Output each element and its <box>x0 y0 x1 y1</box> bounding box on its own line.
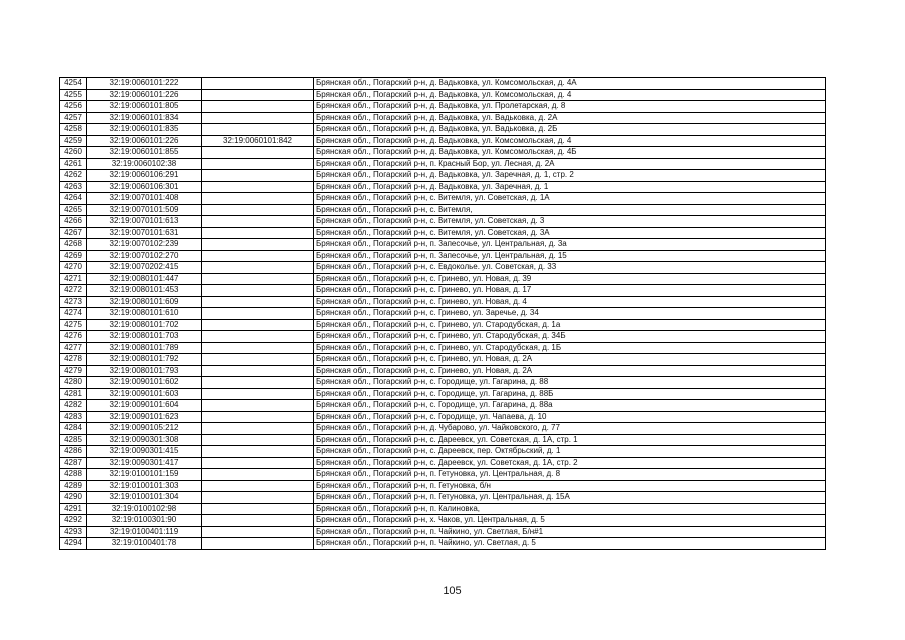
table-row <box>60 308 826 320</box>
cadastral-number-cell: 32:19:0070102:239 <box>87 239 202 251</box>
previous-cadastral-number-cell <box>202 78 314 90</box>
previous-cadastral-number-cell <box>202 354 314 366</box>
table-row <box>60 285 826 297</box>
table-row <box>60 147 826 159</box>
row-number-cell: 4289 <box>60 480 87 492</box>
cadastral-number-cell: 32:19:0060101:226 <box>87 89 202 101</box>
previous-cadastral-number-cell <box>202 469 314 481</box>
address-cell: Брянская обл., Погарский р-н, с. Витемля, ул. Советская, д. 1А <box>314 193 826 205</box>
cadastral-number-cell: 32:19:0060101:834 <box>87 112 202 124</box>
table-row <box>60 204 826 216</box>
table-row <box>60 101 826 113</box>
address-cell: Брянская обл., Погарский р-н, с. Городище, ул. Гагарина, д. 88Б <box>314 388 826 400</box>
previous-cadastral-number-cell <box>202 158 314 170</box>
previous-cadastral-number-cell <box>202 308 314 320</box>
previous-cadastral-number-cell <box>202 457 314 469</box>
row-number-cell: 4274 <box>60 308 87 320</box>
address-cell: Брянская обл., Погарский р-н, д. Чубарово, ул. Чайковского, д. 77 <box>314 423 826 435</box>
cadastral-number-cell: 32:19:0080101:702 <box>87 319 202 331</box>
cadastral-number-cell: 32:19:0080101:793 <box>87 365 202 377</box>
previous-cadastral-number-cell <box>202 388 314 400</box>
row-number-cell: 4256 <box>60 101 87 113</box>
cadastral-number-cell: 32:19:0080101:703 <box>87 331 202 343</box>
row-number-cell: 4276 <box>60 331 87 343</box>
cadastral-number-cell: 32:19:0070202:415 <box>87 262 202 274</box>
table-row <box>60 423 826 435</box>
table-row <box>60 170 826 182</box>
address-cell: Брянская обл., Погарский р-н, д. Вадьковка, ул. Вадьковка, д. 2Б <box>314 124 826 136</box>
previous-cadastral-number-cell <box>202 170 314 182</box>
previous-cadastral-number-cell <box>202 538 314 550</box>
previous-cadastral-number-cell: 32:19:0060101:842 <box>202 135 314 147</box>
cadastral-number-cell: 32:19:0070102:270 <box>87 250 202 262</box>
table-row <box>60 492 826 504</box>
previous-cadastral-number-cell <box>202 124 314 136</box>
row-number-cell: 4284 <box>60 423 87 435</box>
cadastral-number-cell: 32:19:0060101:835 <box>87 124 202 136</box>
table-row <box>60 446 826 458</box>
cadastral-number-cell: 32:19:0090301:415 <box>87 446 202 458</box>
row-number-cell: 4277 <box>60 342 87 354</box>
address-cell: Брянская обл., Погарский р-н, д. Вадьковка, ул. Заречная, д. 1, стр. 2 <box>314 170 826 182</box>
row-number-cell: 4287 <box>60 457 87 469</box>
cadastral-number-cell: 32:19:0080101:789 <box>87 342 202 354</box>
table-row <box>60 503 826 515</box>
table-row <box>60 135 826 147</box>
table-row <box>60 469 826 481</box>
previous-cadastral-number-cell <box>202 147 314 159</box>
row-number-cell: 4294 <box>60 538 87 550</box>
previous-cadastral-number-cell <box>202 89 314 101</box>
address-cell: Брянская обл., Погарский р-н, п. Калиновка, <box>314 503 826 515</box>
row-number-cell: 4259 <box>60 135 87 147</box>
cadastral-number-cell: 32:19:0080101:792 <box>87 354 202 366</box>
previous-cadastral-number-cell <box>202 262 314 274</box>
previous-cadastral-number-cell <box>202 285 314 297</box>
address-cell: Брянская обл., Погарский р-н, с. Гринево, ул. Новая, д. 2А <box>314 365 826 377</box>
row-number-cell: 4293 <box>60 526 87 538</box>
row-number-cell: 4264 <box>60 193 87 205</box>
previous-cadastral-number-cell <box>202 239 314 251</box>
table-row <box>60 158 826 170</box>
address-cell: Брянская обл., Погарский р-н, с. Витемля, ул. Советская, д. 3А <box>314 227 826 239</box>
address-cell: Брянская обл., Погарский р-н, п. Чайкино, ул. Светлая, Б/н#1 <box>314 526 826 538</box>
address-cell: Брянская обл., Погарский р-н, с. Дареевск, пер. Октябрьский, д. 1 <box>314 446 826 458</box>
table-row <box>60 411 826 423</box>
cadastral-number-cell: 32:19:0080101:610 <box>87 308 202 320</box>
previous-cadastral-number-cell <box>202 227 314 239</box>
cadastral-number-cell: 32:19:0070101:509 <box>87 204 202 216</box>
cadastral-number-cell: 32:19:0070101:408 <box>87 193 202 205</box>
address-cell: Брянская обл., Погарский р-н, с. Дареевск, ул. Советская, д. 1А, стр. 2 <box>314 457 826 469</box>
address-cell: Брянская обл., Погарский р-н, с. Витемля, <box>314 204 826 216</box>
previous-cadastral-number-cell <box>202 342 314 354</box>
row-number-cell: 4285 <box>60 434 87 446</box>
cadastral-number-cell: 32:19:0060102:38 <box>87 158 202 170</box>
row-number-cell: 4254 <box>60 78 87 90</box>
row-number-cell: 4258 <box>60 124 87 136</box>
address-cell: Брянская обл., Погарский р-н, д. Вадьковка, ул. Пролетарская, д. 8 <box>314 101 826 113</box>
previous-cadastral-number-cell <box>202 411 314 423</box>
row-number-cell: 4290 <box>60 492 87 504</box>
address-cell: Брянская обл., Погарский р-н, х. Чаков, ул. Центральная, д. 5 <box>314 515 826 527</box>
row-number-cell: 4280 <box>60 377 87 389</box>
cadastral-number-cell: 32:19:0100101:303 <box>87 480 202 492</box>
previous-cadastral-number-cell <box>202 503 314 515</box>
address-cell: Брянская обл., Погарский р-н, с. Гринево, ул. Новая, д. 4 <box>314 296 826 308</box>
address-cell: Брянская обл., Погарский р-н, с. Дареевск, ул. Советская, д. 1А, стр. 1 <box>314 434 826 446</box>
previous-cadastral-number-cell <box>202 296 314 308</box>
cadastral-number-cell: 32:19:0090301:308 <box>87 434 202 446</box>
previous-cadastral-number-cell <box>202 526 314 538</box>
cadastral-number-cell: 32:19:0090101:603 <box>87 388 202 400</box>
address-cell: Брянская обл., Погарский р-н, п. Чайкино, ул. Светлая, д. 5 <box>314 538 826 550</box>
address-cell: Брянская обл., Погарский р-н, д. Вадьковка, ул. Комсомольская, д. 4Б <box>314 147 826 159</box>
table-row <box>60 400 826 412</box>
previous-cadastral-number-cell <box>202 446 314 458</box>
table-row <box>60 216 826 228</box>
row-number-cell: 4263 <box>60 181 87 193</box>
address-cell: Брянская обл., Погарский р-н, п. Запесочье, ул. Центральная, д. 15 <box>314 250 826 262</box>
table-row <box>60 331 826 343</box>
table-row <box>60 193 826 205</box>
address-cell: Брянская обл., Погарский р-н, с. Гринево, ул. Стародубская, д. 1а <box>314 319 826 331</box>
address-cell: Брянская обл., Погарский р-н, с. Гринево, ул. Новая, д. 17 <box>314 285 826 297</box>
previous-cadastral-number-cell <box>202 331 314 343</box>
table-row <box>60 89 826 101</box>
table-row <box>60 457 826 469</box>
address-cell: Брянская обл., Погарский р-н, с. Городище, ул. Гагарина, д. 88а <box>314 400 826 412</box>
table-row <box>60 515 826 527</box>
row-number-cell: 4281 <box>60 388 87 400</box>
cadastral-number-cell: 32:19:0090101:604 <box>87 400 202 412</box>
registry-table <box>59 77 826 550</box>
previous-cadastral-number-cell <box>202 250 314 262</box>
page-number: 105 <box>443 585 462 597</box>
table-row <box>60 227 826 239</box>
previous-cadastral-number-cell <box>202 181 314 193</box>
table-row <box>60 112 826 124</box>
table-row <box>60 526 826 538</box>
row-number-cell: 4260 <box>60 147 87 159</box>
address-cell: Брянская обл., Погарский р-н, п. Запесочье, ул. Центральная, д. 3а <box>314 239 826 251</box>
cadastral-number-cell: 32:19:0070101:613 <box>87 216 202 228</box>
table-row <box>60 273 826 285</box>
table-row <box>60 250 826 262</box>
row-number-cell: 4257 <box>60 112 87 124</box>
table-row <box>60 319 826 331</box>
cadastral-number-cell: 32:19:0100101:304 <box>87 492 202 504</box>
cadastral-number-cell: 32:19:0080101:453 <box>87 285 202 297</box>
address-cell: Брянская обл., Погарский р-н, д. Вадьковка, ул. Комсомольская, д. 4 <box>314 89 826 101</box>
row-number-cell: 4282 <box>60 400 87 412</box>
cadastral-number-cell: 32:19:0060101:222 <box>87 78 202 90</box>
previous-cadastral-number-cell <box>202 423 314 435</box>
previous-cadastral-number-cell <box>202 319 314 331</box>
cadastral-number-cell: 32:19:0060106:301 <box>87 181 202 193</box>
cadastral-number-cell: 32:19:0070101:631 <box>87 227 202 239</box>
cadastral-number-cell: 32:19:0090101:602 <box>87 377 202 389</box>
previous-cadastral-number-cell <box>202 204 314 216</box>
table-row <box>60 434 826 446</box>
address-cell: Брянская обл., Погарский р-н, д. Вадьковка, ул. Комсомольская, д. 4 <box>314 135 826 147</box>
row-number-cell: 4270 <box>60 262 87 274</box>
address-cell: Брянская обл., Погарский р-н, д. Вадьковка, ул. Вадьковка, д. 2А <box>314 112 826 124</box>
previous-cadastral-number-cell <box>202 434 314 446</box>
previous-cadastral-number-cell <box>202 480 314 492</box>
address-cell: Брянская обл., Погарский р-н, д. Вадьковка, ул. Комсомольская, д. 4А <box>314 78 826 90</box>
table-row <box>60 377 826 389</box>
cadastral-number-cell: 32:19:0090301:417 <box>87 457 202 469</box>
previous-cadastral-number-cell <box>202 101 314 113</box>
cadastral-number-cell: 32:19:0100102:98 <box>87 503 202 515</box>
previous-cadastral-number-cell <box>202 193 314 205</box>
row-number-cell: 4292 <box>60 515 87 527</box>
table-row <box>60 388 826 400</box>
address-cell: Брянская обл., Погарский р-н, с. Гринево, ул. Стародубская, д. 1Б <box>314 342 826 354</box>
row-number-cell: 4291 <box>60 503 87 515</box>
cadastral-number-cell: 32:19:0060101:805 <box>87 101 202 113</box>
row-number-cell: 4286 <box>60 446 87 458</box>
previous-cadastral-number-cell <box>202 216 314 228</box>
address-cell: Брянская обл., Погарский р-н, с. Евдокольe. ул. Советская, д. 33 <box>314 262 826 274</box>
address-cell: Брянская обл., Погарский р-н, п. Гетуновка, б/н <box>314 480 826 492</box>
address-cell: Брянская обл., Погарский р-н, с. Городище, ул. Чапаева, д. 10 <box>314 411 826 423</box>
address-cell: Брянская обл., Погарский р-н, с. Гринево, ул. Новая, д. 2А <box>314 354 826 366</box>
cadastral-number-cell: 32:19:0100401:78 <box>87 538 202 550</box>
cadastral-number-cell: 32:19:0100401:119 <box>87 526 202 538</box>
table-row <box>60 239 826 251</box>
table-row <box>60 365 826 377</box>
cadastral-number-cell: 32:19:0100101:159 <box>87 469 202 481</box>
registry-table-body <box>60 78 826 550</box>
address-cell: Брянская обл., Погарский р-н, п. Гетуновка, ул. Центральная, д. 15А <box>314 492 826 504</box>
row-number-cell: 4271 <box>60 273 87 285</box>
row-number-cell: 4269 <box>60 250 87 262</box>
row-number-cell: 4275 <box>60 319 87 331</box>
table-row <box>60 124 826 136</box>
row-number-cell: 4273 <box>60 296 87 308</box>
address-cell: Брянская обл., Погарский р-н, с. Гринево, ул. Новая, д. 39 <box>314 273 826 285</box>
cadastral-number-cell: 32:19:0060101:855 <box>87 147 202 159</box>
previous-cadastral-number-cell <box>202 377 314 389</box>
cadastral-number-cell: 32:19:0090105:212 <box>87 423 202 435</box>
cadastral-number-cell: 32:19:0090101:623 <box>87 411 202 423</box>
table-row <box>60 342 826 354</box>
cadastral-number-cell: 32:19:0080101:609 <box>87 296 202 308</box>
cadastral-number-cell: 32:19:0060101:226 <box>87 135 202 147</box>
row-number-cell: 4279 <box>60 365 87 377</box>
row-number-cell: 4283 <box>60 411 87 423</box>
previous-cadastral-number-cell <box>202 273 314 285</box>
address-cell: Брянская обл., Погарский р-н, с. Гринево, ул. Заречье, д. 34 <box>314 308 826 320</box>
address-cell: Брянская обл., Погарский р-н, с. Гринево, ул. Стародубская, д. 34Б <box>314 331 826 343</box>
table-row <box>60 262 826 274</box>
cadastral-number-cell: 32:19:0080101:447 <box>87 273 202 285</box>
table-row <box>60 480 826 492</box>
row-number-cell: 4268 <box>60 239 87 251</box>
row-number-cell: 4278 <box>60 354 87 366</box>
row-number-cell: 4288 <box>60 469 87 481</box>
row-number-cell: 4262 <box>60 170 87 182</box>
row-number-cell: 4267 <box>60 227 87 239</box>
table-row <box>60 538 826 550</box>
row-number-cell: 4261 <box>60 158 87 170</box>
previous-cadastral-number-cell <box>202 400 314 412</box>
table-row <box>60 296 826 308</box>
row-number-cell: 4272 <box>60 285 87 297</box>
row-number-cell: 4265 <box>60 204 87 216</box>
previous-cadastral-number-cell <box>202 492 314 504</box>
address-cell: Брянская обл., Погарский р-н, д. Вадьковка, ул. Заречная, д. 1 <box>314 181 826 193</box>
address-cell: Брянская обл., Погарский р-н, с. Витемля, ул. Советская, д. 3 <box>314 216 826 228</box>
cadastral-number-cell: 32:19:0100301:90 <box>87 515 202 527</box>
address-cell: Брянская обл., Погарский р-н, п. Красный Бор, ул. Лесная, д. 2А <box>314 158 826 170</box>
previous-cadastral-number-cell <box>202 515 314 527</box>
address-cell: Брянская обл., Погарский р-н, с. Городище, ул. Гагарина, д. 88 <box>314 377 826 389</box>
address-cell: Брянская обл., Погарский р-н, п. Гетуновка, ул. Центральная, д. 8 <box>314 469 826 481</box>
table-row <box>60 78 826 90</box>
table-row <box>60 181 826 193</box>
cadastral-number-cell: 32:19:0060106:291 <box>87 170 202 182</box>
row-number-cell: 4266 <box>60 216 87 228</box>
previous-cadastral-number-cell <box>202 365 314 377</box>
table-row <box>60 354 826 366</box>
row-number-cell: 4255 <box>60 89 87 101</box>
previous-cadastral-number-cell <box>202 112 314 124</box>
